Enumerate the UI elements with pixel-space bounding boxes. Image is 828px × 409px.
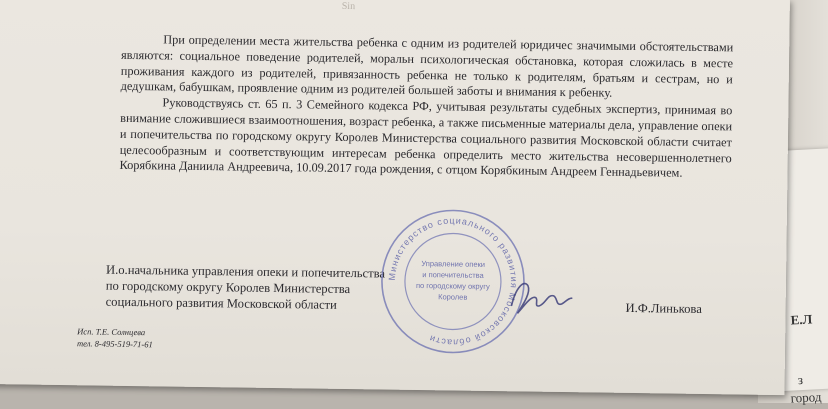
watermark: Sin [341, 0, 356, 13]
signatory-name: И.Ф.Линькова [625, 300, 702, 316]
stamp-center-text: по городскому округу [415, 280, 490, 292]
stamp-ring-text: Министерство социального развития Московской области [386, 215, 520, 348]
signatory-line: по городскому округу Королев Министерства [105, 278, 351, 297]
paragraph: Руководствуясь ст. 65 п. 3 Семейного кодекса РФ, учитывая результаты судебных экспертиз, принимая во внимание сложившиеся взаимоотношения, возраст ребенка, а также письменные материалы дела, управление опеки и попечительства по городскому округу Королев Министерства социального развития Московской области считает целесообразным и соответствующим интересам ребенка определить место жительства несовершеннолетнего Корябкина Даниила Андреевича, 10.09.2017 года рождения, с отцом Корябкиным Андреем Геннадьевичем. [119, 95, 733, 181]
signatory-line: социального развития Московской области [105, 294, 337, 312]
handwritten-signature [505, 275, 576, 320]
underlying-fragment: город [790, 389, 822, 406]
underlying-fragment: Е.Л [790, 311, 813, 328]
signatory-line: И.о.начальника управления опеки и попечительства [105, 262, 386, 281]
executor-name: Исп. Т.Е. Солнцева [77, 326, 146, 338]
stamp-center-text: Управление опеки [421, 259, 486, 269]
executor-info [77, 325, 153, 350]
underlying-fragment: з [797, 372, 804, 388]
stamp-center-text: Королев [438, 292, 468, 302]
executor-phone: тел. 8-495-519-71-61 [76, 338, 153, 350]
stamp-center-text: и попечительства [422, 270, 484, 280]
document-body [119, 32, 733, 183]
signatory-title [106, 262, 386, 314]
paragraph: При определении места жительства ребенка с одним из родителей юридичес значимыми обстоятельствами являются: социальное поведение родителей, моральн психологическая обстановка, которая сложилась в месте проживания каждого из родителей, привязанность ребенка не только к родителям, братьям и сестрам, но и дедушкам, бабушкам, проявление одним из родителей большей заботы и внимания к ребенку. [120, 32, 734, 101]
